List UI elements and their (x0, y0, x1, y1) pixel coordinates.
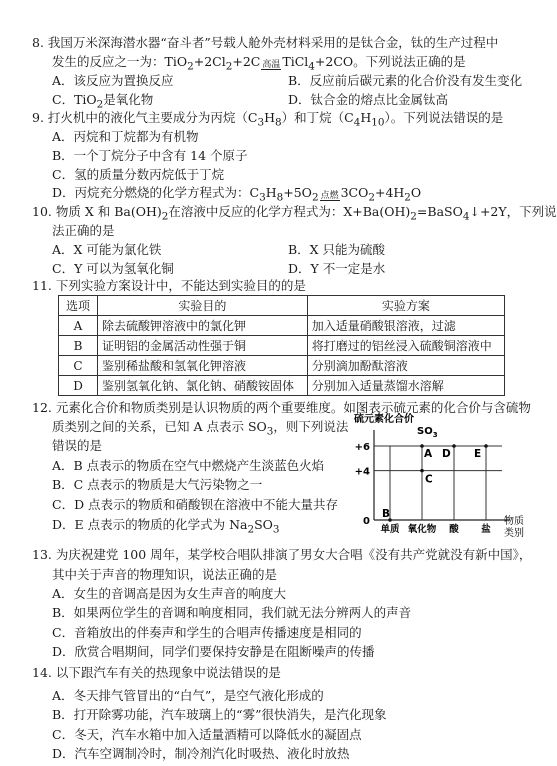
q9-option-d: D．丙烷充分燃烧的化学方程式为：$C_3H_8+5O_2$ 点燃 $3CO_2+4H_2O$ (52, 185, 422, 204)
table-cell: 证明铝的金属活动性强于铜 (98, 336, 308, 356)
table-cell: 分别加入适量蒸馏水溶解 (307, 376, 504, 396)
q14-option-d: D．汽车空调制冷时，制冷剂汽化时吸热、液化时放热 (52, 746, 350, 761)
data-point-D (452, 444, 456, 448)
chart-points (382, 444, 488, 522)
table-row (59, 336, 505, 356)
q12-stem-line3: 错误的是 (52, 438, 103, 453)
table-row (59, 376, 505, 396)
so3-label: $SO_3$ (417, 426, 438, 439)
table-row (59, 356, 505, 376)
q8-option-a: A．该反应为置换反应 (52, 73, 174, 88)
q13-option-d: D．欣赏合唱期间，同学们要保持安静是在阻断噪声的传播 (52, 644, 375, 659)
q13-option-c: C．音箱放出的伴奏声和学生的合唱声传播速度是相同的 (52, 625, 362, 640)
q8-stem-line2: 发生的反应之一为：$TiO_2+2Cl_2+2C$ 高温 TiCl$_4$+2CO。下列说法正确的是 (52, 54, 466, 73)
table-cell: B (59, 336, 98, 356)
q13-stem-line2: 其中关于声音的物理知识，说法正确的是 (52, 567, 278, 582)
q10-option-b: B．X 只能为硫酸 (288, 242, 386, 257)
y-tick-label: +6 (354, 442, 370, 453)
table-header: 实验目的 (98, 296, 308, 316)
point-label-B: B (382, 508, 391, 520)
data-point-E (484, 444, 488, 448)
q8-option-c: C．TiO$_2$是氧化物 (52, 92, 154, 111)
table-header: 实验方案 (307, 296, 504, 316)
experiment-table (58, 295, 505, 396)
q12-option-b: B．C 点表示的物质是大气污染物之一 (52, 477, 263, 492)
table-cell: D (59, 376, 98, 396)
table-row (59, 316, 505, 336)
q11-stem: 11. 下列实验方案设计中，不能达到实验目的的是 (32, 278, 306, 293)
table-cell: A (59, 316, 98, 336)
q12-option-d: D．E 点表示的物质的化学式为 $Na_2SO_3$ (52, 517, 280, 536)
point-label-E: E (474, 448, 482, 460)
q14-option-c: C．冬天，汽车水箱中加入适量酒精可以降低水的凝固点 (52, 727, 362, 742)
category-label: 盐 (481, 524, 491, 535)
point-label-D: D (442, 448, 451, 460)
q13-stem-line1: 13. 为庆祝建党 100 周年，某学校合唱队排演了男女大合唱《没有共产党就没有新中国》， (32, 547, 532, 562)
q12-stem-line1: 12. 元素化合价和物质类别是认识物质的两个重要维度。如图表示硫元素的化合价与含硫物 (32, 400, 531, 415)
y-tick-label: +4 (354, 466, 370, 478)
x-axis-label-1: 物质 (504, 516, 524, 527)
table-cell: 加入适量硝酸银溶液，过滤 (307, 316, 504, 336)
chart-categories (380, 523, 491, 535)
category-label: 氧化物 (407, 524, 437, 535)
category-label: 酸 (449, 524, 459, 535)
q9-option-b: B．一个丁烷分子中含有 14 个原子 (52, 148, 248, 163)
q14-option-b: B．打开除雾功能，汽车玻璃上的“雾”很快消失，是汽化现象 (52, 707, 387, 722)
q9-option-c: C．氢的质量分数丙烷低于丁烷 (52, 167, 225, 182)
table-cell: C (59, 356, 98, 376)
q9-option-a: A．丙烷和丁烷都为有机物 (52, 129, 199, 144)
chart-ticks (355, 442, 370, 527)
q13-option-b: B．如果两位学生的音调和响度相同，我们就无法分辨两人的声音 (52, 605, 412, 620)
q12-stem-line2: 质类别之间的关系，已知 A 点表示 $SO_3$，则下列说法 (52, 419, 349, 438)
q10-option-c: C．Y 可以为氢氧化铜 (52, 261, 174, 276)
q14-option-a: A．冬天排气管冒出的“白气”，是空气液化形成的 (52, 688, 324, 703)
table-header: 选项 (59, 296, 98, 316)
q10-option-d: D．Y 不一定是水 (288, 261, 386, 276)
category-label: 单质 (380, 524, 400, 535)
point-label-C: C (425, 473, 433, 486)
y-tick-label: 0 (363, 516, 370, 527)
reaction-condition: 高温 (262, 60, 281, 70)
table-cell: 分别滴加酚酞溶液 (307, 356, 504, 376)
table-header-row (59, 296, 505, 316)
table-cell: 将打磨过的铝丝浸入硫酸铜溶液中 (307, 336, 504, 356)
chart-ylabel: 硫元素化合价 (354, 414, 414, 425)
chart-grid (374, 446, 502, 520)
q10-option-a: A．X 可能为氯化铁 (52, 242, 162, 257)
table-cell: 除去硫酸钾溶液中的氯化钾 (98, 316, 308, 336)
q8-option-b: B．反应前后碳元素的化合价没有发生变化 (288, 73, 523, 88)
q9-stem: 9. 打火机中的液化气主要成分为丙烷$(C_3H_8)$和丁烷$(C_4H_{10})$。下列说法错误的是 (32, 110, 504, 129)
q13-option-a: A．女生的音调高是因为女生声音的响度大 (52, 586, 287, 601)
table-cell: 鉴别稀盐酸和氢氧化钾溶液 (98, 356, 308, 376)
q8-option-d: D．钛合金的熔点比金属钛高 (288, 92, 449, 107)
q12-option-a: A．B 点表示的物质在空气中燃烧产生淡蓝色火焰 (52, 458, 325, 473)
data-point-C (420, 469, 424, 473)
point-label-A: A (424, 448, 433, 460)
q10-stem-line2: 法正确的是 (52, 223, 115, 238)
q8-stem-line1: 8. 我国万米深海潜水器“奋斗者”号载人舱外壳材料采用的是钛合金，钛的生产过程中 (32, 35, 499, 50)
q10-stem-line1: 10. 物质 X 和 $Ba(OH)_2$在溶液中反应的化学方程式为：$X+Ba(OH)_2=BaSO_4↓+2Y$，下列说 (32, 204, 557, 223)
table-cell: 鉴别氢氧化钠、氯化钠、硝酸铵固体 (98, 376, 308, 396)
combustion-condition: 点燃 (320, 191, 339, 201)
q14-stem: 14. 以下跟汽车有关的热现象中说法错误的是 (32, 665, 281, 680)
q12-option-c: C．D 点表示的物质和硝酸钡在溶液中不能大量共存 (52, 497, 339, 512)
sulfur-valence-chart (352, 412, 527, 542)
x-axis-label-2: 类别 (504, 528, 524, 539)
